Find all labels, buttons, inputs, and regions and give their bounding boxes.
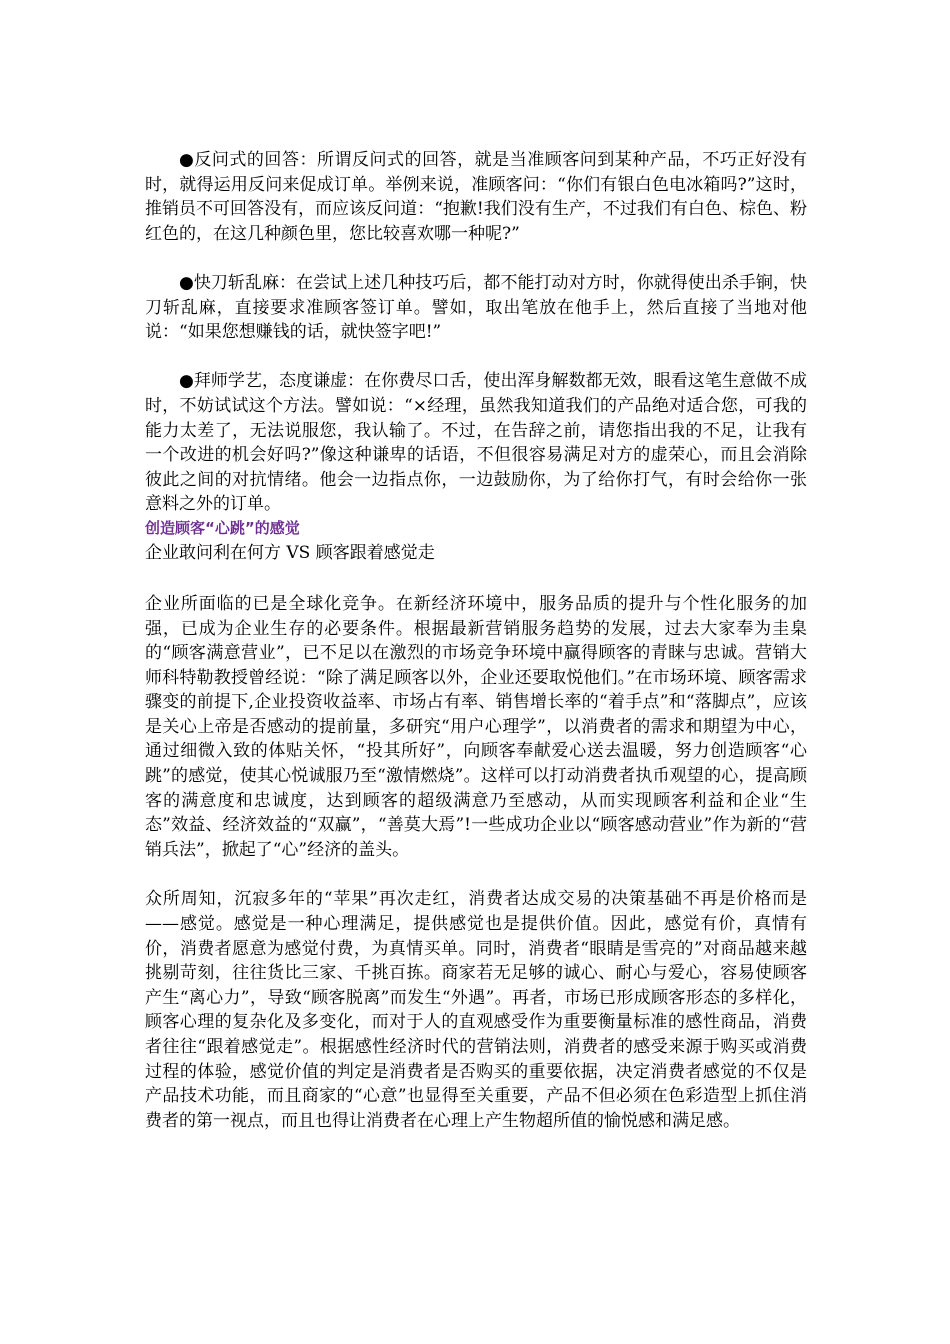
body-paragraph-feeling-economy: 众所周知，沉寂多年的“苹果”再次走红，消费者达成交易的决策基础不再是价格而是——感觉。感觉是一种心理满足，提供感觉也是提供价值。因此，感觉有价，真情有价，消费者愿意为感觉付费，为真情买单。同时，消费者“眼睛是雪亮的”对商品越来越挑剔苛刻，往往货比三家、千挑百拣。商家若无足够的诚心、耐心与爱心，容易使顾客产生“离心力”，导致“顾客脱离”而发生“外遇”。再者，市场已形成顾客形态的多样化，顾客心理的复杂化及多变化，而对于人的直观感受作为重要衡量标准的感性商品，消费者往往“跟着感觉走”。根据感性经济时代的营销法则，消费者的感受来源于购买或消费过程的体验，感觉价值的判定是消费者是否购买的重要依据，决定消费者感觉的不仅是产品技术功能，而且商家的“心意”也显得至关重要，产品不但必须在色彩造型上抓住消费者的第一视点，而且也得让消费者在心理上产生物超所值的愉悦感和满足感。 — [145, 889, 807, 1131]
bullet-paragraph-humble-learning: ●拜师学艺，态度谦虚：在你费尽口舌，使出浑身解数都无效，眼看这笔生意做不成时，不妨试试这个方法。譬如说：“×经理，虽然我知道我们的产品绝对适合您，可我的能力太差了，无法说服您，我认输了。不过，在告辞之前，请您指出我的不足，让我有一个改进的机会好吗?”像这种谦卑的话语，不但很容易满足对方的虚荣心，而且会消除彼此之间的对抗情绪。他会一边指点你，一边鼓励你，为了给你打气，有时会给你一张意料之外的订单。 — [145, 371, 807, 515]
body-paragraph-global-competition: 企业所面临的已是全球化竞争。在新经济环境中，服务品质的提升与个性化服务的加强，已成为企业生存的必要条件。根据最新营销服务趋势的发展，过去大家奉为圭臬的“顾客满意营业”，已不足以在激烈的市场竞争环境中赢得顾客的青睐与忠诚。营销大师科特勒教授曾经说：“除了满足顾客以外，企业还要取悦他们。”在市场环境、顾客需求骤变的前提下,企业投资收益率、市场占有率、销售增长率的“着手点”和“落脚点”，应该是关心上帝是否感动的提前量，多研究“用户心理学”，以消费者的需求和期望为中心，通过细微入致的体贴关怀，“投其所好”，向顾客奉献爱心送去温暖，努力创造顾客“心跳”的感觉，使其心悦诚服乃至“激情燃烧”。这样可以打动消费者执币观望的心，提高顾客的满意度和忠诚度，达到顾客的超级满意乃至感动，从而实现顾客利益和企业“生态”效益、经济效益的“双赢”，“善莫大焉”!一些成功企业以“顾客感动营业”作为新的“营销兵法”，掀起了“心”经济的盖头。 — [145, 593, 807, 860]
section-subheading: 企业敢问利在何方 VS 顾客跟着感觉走 — [145, 542, 435, 563]
bullet-paragraph-rhetorical-question: ●反问式的回答：所谓反问式的回答，就是当准顾客问到某种产品，不巧正好没有时，就得运用反问来促成订单。举例来说，准顾客问：“你们有银白色电冰箱吗?”这时，推销员不可回答没有，而应该反问道：“抱歉!我们没有生产，不过我们有白色、棕色、粉红色的，在这几种颜色里，您比较喜欢哪一种呢?” — [145, 150, 807, 244]
section-heading: 创造顾客“心跳”的感觉 — [145, 518, 300, 537]
bullet-paragraph-decisive-close: ●快刀斩乱麻：在尝试上述几种技巧后，都不能打动对方时，你就得使出杀手锏，快刀斩乱麻，直接要求准顾客签订单。譬如，取出笔放在他手上，然后直接了当地对他说：“如果您想赚钱的话，就快签字吧!” — [145, 272, 807, 343]
document-body — [145, 148, 807, 1133]
